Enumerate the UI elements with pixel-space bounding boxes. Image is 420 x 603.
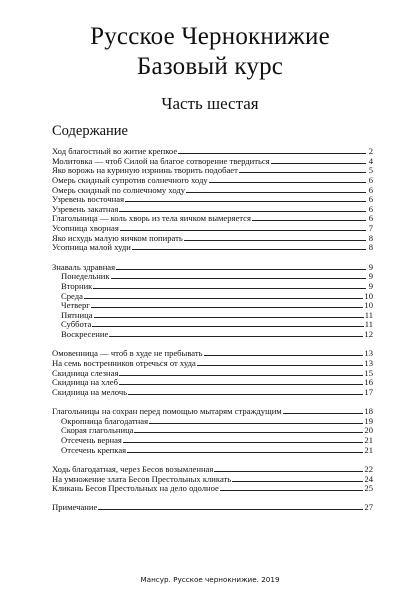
toc-entry-title: Отсечень верная [61, 435, 122, 446]
toc-entry[interactable] [52, 388, 373, 398]
toc-entry-title: Воскресение [61, 329, 109, 340]
leader-line [271, 163, 366, 164]
leader-line [149, 423, 363, 424]
leader-line [92, 326, 363, 327]
leader-line [134, 432, 363, 433]
toc-page-number: 17 [364, 386, 373, 397]
toc-page-number: 13 [364, 348, 373, 359]
toc-entry-title: Суббота [61, 319, 92, 330]
toc-page-number: 19 [364, 415, 373, 426]
toc-page-number: 27 [364, 502, 373, 513]
leader-line [209, 182, 366, 183]
leader-line [125, 201, 366, 202]
toc-page-number: 7 [368, 223, 373, 234]
toc-entry-title: Вторник [61, 280, 93, 291]
toc-entry[interactable] [52, 243, 373, 253]
toc-entry-title: Ход благостный во житие крепкое [52, 146, 178, 156]
table-of-contents [52, 147, 373, 523]
title-line-1: Русское Чернокнижие [90, 23, 330, 50]
toc-entry-title: Омерь скидный по солнечному ходу [52, 184, 186, 195]
toc-entry-title: Усопница малой худи [52, 242, 131, 253]
toc-entry-title: Яко ворожь на куриную изрнинь творить подобает [52, 165, 238, 176]
leader-line [283, 413, 364, 414]
toc-page-number: 12 [364, 329, 373, 340]
toc-entry[interactable] [52, 330, 373, 340]
toc-entry-title: Четверг [61, 300, 90, 311]
footer: Мансур. Русское чернокнижие. 2019 [140, 575, 280, 584]
leader-line [239, 172, 366, 173]
leader-line [178, 153, 366, 154]
toc-entry-title: Усопница хворная [52, 223, 119, 234]
leader-line [252, 220, 366, 221]
leader-line [91, 307, 364, 308]
leader-line [132, 249, 366, 250]
toc-page-number: 18 [364, 406, 373, 417]
toc-page-number: 21 [364, 435, 373, 446]
toc-group [52, 147, 373, 253]
toc-entry-title: На умножение злата Бесов Престольных кликать [52, 473, 232, 484]
toc-page-number: 9 [368, 280, 373, 291]
toc-entry-title: Ходь благодатная, через Бесов возымленная [52, 463, 214, 474]
leader-line [197, 365, 364, 366]
leader-line [123, 442, 364, 443]
toc-entry-title: Примечание [52, 502, 98, 513]
toc-page-number: 24 [364, 473, 373, 484]
leader-line [111, 278, 366, 279]
toc-entry-title: Омовенница — чтоб в худе не пребывать [52, 348, 203, 359]
toc-entry-title: Скидница на мелочь [52, 386, 128, 397]
toc-entry-title: Скидница слезная [52, 367, 119, 378]
toc-entry[interactable] [52, 292, 373, 302]
toc-page-number: 4 [368, 155, 373, 166]
toc-group [52, 503, 373, 513]
toc-page-number: 11 [364, 319, 373, 330]
toc-page-number: 6 [368, 213, 373, 224]
toc-group [52, 465, 373, 494]
toc-group [52, 349, 373, 397]
toc-page-number: 6 [368, 184, 373, 195]
leader-line [116, 269, 366, 270]
toc-page-number: 13 [364, 358, 373, 368]
toc-entry-title: Глагольница — коль хворь из тела яичком вымеряется [52, 213, 251, 224]
toc-group [52, 407, 373, 455]
toc-entry-title: Понедельник [61, 271, 110, 282]
toc-entry-title: Окропница благодатная [61, 415, 149, 426]
leader-line [98, 509, 363, 510]
leader-line [214, 471, 363, 472]
toc-page-number: 9 [368, 271, 373, 282]
leader-line [93, 288, 366, 289]
toc-entry-title: Скидница на хлеб [52, 377, 118, 388]
toc-page-number: 22 [364, 463, 373, 474]
toc-entry[interactable] [52, 503, 373, 513]
leader-line [128, 394, 363, 395]
toc-page-number: 6 [368, 174, 373, 185]
toc-page-number: 15 [364, 367, 373, 378]
toc-entry-title: Отсечень крепкая [61, 444, 127, 455]
toc-entry-title: Яко исхудь малую яичком попирать [52, 232, 183, 243]
toc-entry[interactable] [52, 484, 373, 494]
toc-entry[interactable] [52, 311, 373, 321]
toc-entry-title: Среда [61, 290, 83, 301]
leader-line [94, 317, 364, 318]
toc-entry-title: Пятница [61, 309, 93, 320]
toc-group [52, 263, 373, 340]
subtitle: Часть шестая [161, 94, 259, 113]
toc-page-number: 25 [364, 483, 373, 494]
leader-line [184, 240, 366, 241]
toc-entry[interactable] [52, 272, 373, 282]
toc-entry-title: Знаваль здравная [52, 261, 116, 272]
toc-page-number: 6 [368, 203, 373, 214]
toc-entry-title: Молитовка — чтоб Силой на благое сотворение твердиться [52, 155, 270, 166]
leader-line [127, 452, 363, 453]
toc-entry-title: Узревень закатная [52, 203, 119, 214]
toc-page-number: 11 [364, 309, 373, 320]
title-block [0, 22, 420, 114]
leader-line [119, 211, 366, 212]
toc-entry[interactable] [52, 282, 373, 292]
toc-entry-title: Кликань Бесов Престольных на дело одолное [52, 483, 219, 494]
leader-line [232, 481, 363, 482]
toc-page-number: 5 [368, 165, 373, 176]
leader-line [186, 192, 366, 193]
toc-page-number: 9 [368, 261, 373, 272]
leader-line [119, 384, 363, 385]
toc-page-number: 20 [364, 425, 373, 436]
leader-line [109, 336, 363, 337]
toc-page-number: 8 [368, 242, 373, 253]
toc-page-number: 8 [368, 232, 373, 243]
toc-page-number: 6 [368, 194, 373, 205]
toc-entry-title: Глагольницы на сохран перед помощью мытарям страждущим [52, 406, 282, 417]
title-line-2: Базовый курс [136, 53, 284, 80]
toc-page-number: 21 [364, 444, 373, 455]
toc-entry-title: Узревень восточная [52, 194, 125, 205]
toc-entry-title: Омерь скидный супротив солнечного ходу [52, 174, 208, 185]
toc-entry-title: Скорая глагольница [61, 425, 134, 436]
toc-page-number: 10 [364, 300, 373, 311]
toc-heading: Содержание [52, 123, 128, 139]
leader-line [119, 375, 363, 376]
toc-page-number: 16 [364, 377, 373, 388]
leader-line [120, 230, 366, 231]
toc-entry[interactable] [52, 301, 373, 311]
leader-line [84, 298, 363, 299]
toc-entry-title: На семь востренников отречься от худа [52, 358, 196, 368]
leader-line [204, 355, 364, 356]
leader-line [220, 490, 364, 491]
toc-page-number: 10 [364, 290, 373, 301]
toc-page-number: 2 [368, 146, 373, 156]
toc-entry[interactable] [52, 446, 373, 456]
